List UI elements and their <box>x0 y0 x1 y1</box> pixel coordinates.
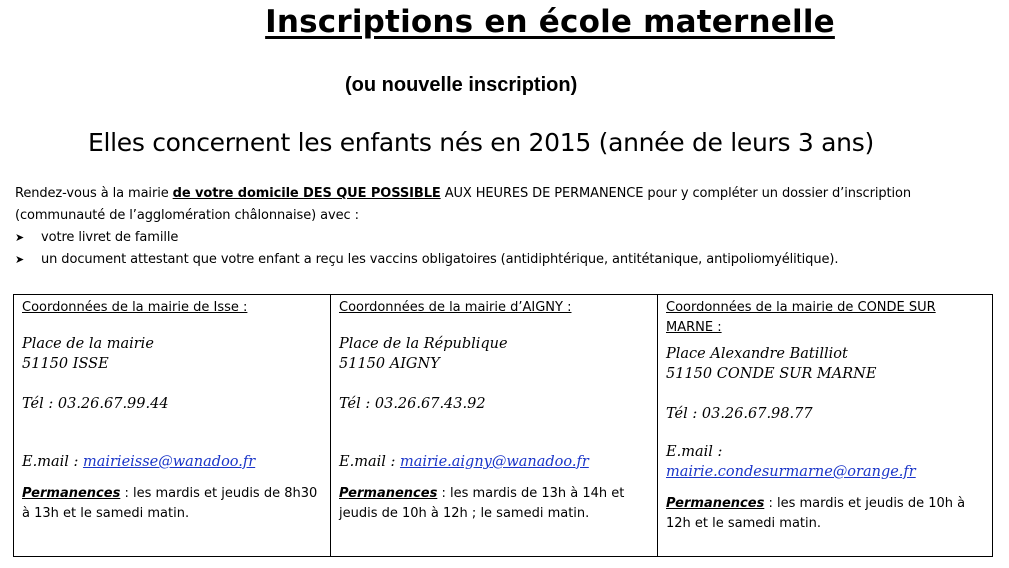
email-link[interactable]: mairieisse@wanadoo.fr <box>82 454 256 470</box>
permanences-text: : les mardis et jeudis de 8h30 à 13h et le samedi matin. <box>22 486 318 521</box>
email-link[interactable]: mairie.condesurmarne@orange.fr <box>666 464 916 480</box>
bullet-text: votre livret de famille <box>41 230 179 245</box>
permanences <box>666 494 984 534</box>
permanences-text: : les mardis et jeudis de 10h à 12h et le samedi matin. <box>666 496 966 531</box>
permanences-text: : les mardis de 13h à 14h et jeudis de 10h à 12h ; le samedi matin. <box>339 486 625 521</box>
mairie-card-conde <box>658 295 993 557</box>
email-row <box>666 442 984 482</box>
mairie-card-aigny <box>331 295 658 557</box>
phone-number: Tél : 03.26.67.43.92 <box>339 396 486 412</box>
phone-number: Tél : 03.26.67.98.77 <box>666 406 813 422</box>
permanences <box>339 484 649 524</box>
intro-line-2: (communauté de l’agglomération châlonnaise) avec : <box>15 208 359 223</box>
postal-line: 51150 CONDE SUR MARNE <box>666 366 877 382</box>
mairie-heading: Coordonnées de la mairie de Isse : <box>22 300 248 315</box>
bullet-item <box>15 249 1005 271</box>
intro-text-2: AUX HEURES DE PERMANENCE pour y compléter un dossier d’inscription <box>440 186 911 201</box>
mairie-heading: Coordonnées de la mairie de CONDE SUR MARNE : <box>666 300 936 335</box>
address-line: Place de la mairie <box>22 336 154 352</box>
email-link[interactable]: mairie.aigny@wanadoo.fr <box>399 454 589 470</box>
postal-line: 51150 ISSE <box>22 356 109 372</box>
mairie-contacts-table <box>13 294 993 557</box>
headline: Elles concernent les enfants nés en 2015 (année de leurs 3 ans) <box>88 128 874 157</box>
email-label: E.mail : <box>339 454 400 470</box>
email-row <box>22 452 322 472</box>
intro-line-1 <box>15 183 1005 205</box>
intro-paragraph <box>15 183 1005 271</box>
bullet-item <box>15 227 1005 249</box>
mairie-heading: Coordonnées de la mairie d’AIGNY : <box>339 300 572 315</box>
postal-line: 51150 AIGNY <box>339 356 440 372</box>
arrow-bullet-icon: ➤ <box>15 253 25 266</box>
email-label: E.mail : <box>22 454 83 470</box>
address-line: Place de la République <box>339 336 508 352</box>
bullet-text: un document attestant que votre enfant a reçu les vaccins obligatoires (antidiphtérique, antitétanique, antipoliomyélitique). <box>41 252 839 267</box>
email-label: E.mail : <box>666 444 723 460</box>
email-row <box>339 452 649 472</box>
subtitle: (ou nouvelle inscription) <box>345 74 578 96</box>
address-line: Place Alexandre Batilliot <box>666 346 848 362</box>
permanences-label: Permanences <box>666 496 765 511</box>
intro-emphasis: de votre domicile DES QUE POSSIBLE <box>172 186 441 201</box>
permanences-label: Permanences <box>339 486 438 501</box>
page-title: Inscriptions en école maternelle <box>265 4 835 40</box>
permanences <box>22 484 322 524</box>
permanences-label: Permanences <box>22 486 121 501</box>
table-row <box>14 295 993 557</box>
phone-number: Tél : 03.26.67.99.44 <box>22 396 169 412</box>
mairie-card-isse <box>14 295 331 557</box>
intro-text-1: Rendez-vous à la mairie <box>15 186 173 201</box>
arrow-bullet-icon: ➤ <box>15 231 25 244</box>
